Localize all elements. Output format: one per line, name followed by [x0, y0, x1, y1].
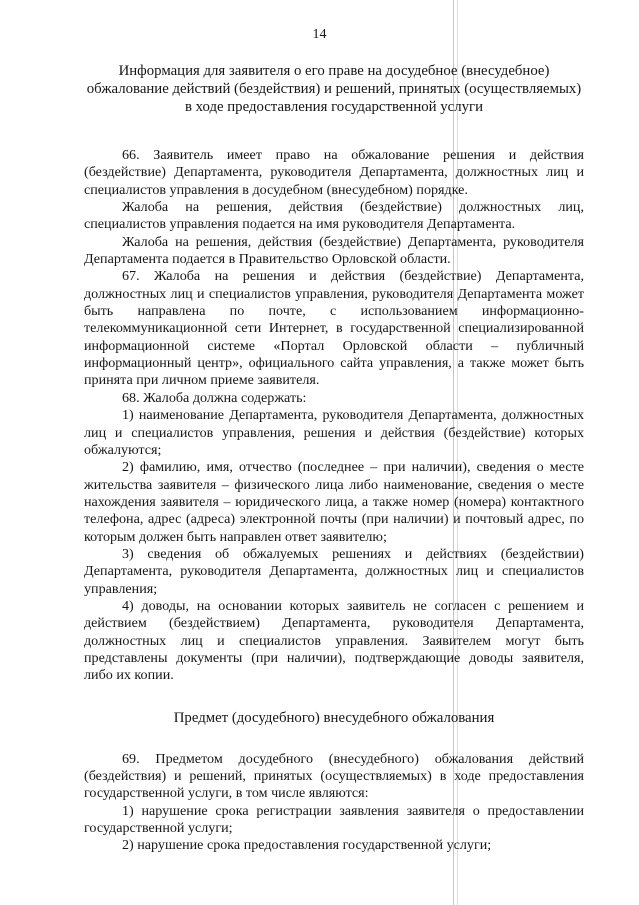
document-body: [84, 62, 584, 855]
paragraph-68: 68. Жалоба должна содержать:: [122, 389, 307, 406]
list-item-68-4: 4) доводы, на основании которых заявитель не согласен с решением и действием (бездействием) Департамента, руководителя Департамента, должностных лиц и специалистов управления. Заявителем могут быть представлены документы (при наличии), подтверждающие доводы заявителя, либо их копии.: [84, 597, 584, 684]
list-item-69-2: 2) нарушение срока предоставления государственной услуги;: [122, 837, 492, 854]
list-item-68-3: 3) сведения об обжалуемых решениях и действиях (бездействии) Департамента, руководителя Департамента, должностных лиц и специалистов управления;: [84, 545, 584, 597]
list-item-69-1: 1) нарушение срока регистрации заявления заявителя о предоставлении государственной услуги;: [84, 802, 584, 837]
page-number: 14: [312, 27, 327, 42]
document-title: Информация для заявителя о его праве на досудебное (внесудебное) обжалование действий (бездействия) и решений, принятых (осуществляемых) в ходе предоставления государственной услуги: [86, 63, 582, 115]
list-item-68-2: 2) фамилию, имя, отчество (последнее – при наличии), сведения о месте жительства заявителя – физического лица либо наименование, сведения о месте нахождения заявителя – юридического лица, а также номер (номера) контактного телефона, адрес (адреса) электронной почты (при наличии) и почтовый адрес, по которым должен быть направлен ответ заявителю;: [84, 459, 584, 545]
section-heading: Предмет (досудебного) внесудебного обжалования: [173, 709, 495, 726]
paragraph-66: 66. Заявитель имеет право на обжалование решения и действия (бездействие) Департамента, руководителя Департамента, должностных лиц и специалистов управления в досудебном (внесудебном) порядке.: [84, 147, 584, 198]
paragraph-complaint-officials: Жалоба на решения, действия (бездействие) должностных лиц, специалистов управления подается на имя руководителя Департамента.: [84, 199, 584, 233]
paragraph-69: 69. Предметом досудебного (внесудебного) обжалования действий (бездействия) и решений, принятых (осуществляемых) в ходе предоставления государственной услуги, в том числе являются:: [84, 750, 584, 802]
paragraph-complaint-department: Жалоба на решения, действия (бездействие) Департамента, руководителя Департамента подается в Правительство Орловской области.: [84, 233, 584, 268]
list-item-68-1: 1) наименование Департамента, руководителя Департамента, должностных лиц и специалистов управления, решения и действия (бездействие) которых обжалуются;: [84, 407, 584, 458]
paragraph-67: 67. Жалоба на решения и действия (бездействие) Департамента, должностных лиц и специалистов управления, руководителя Департамента может быть направлена по почте, с использованием информационно-телекоммуникационной сети Интернет, в государственной специализированной информационной системе «Портал Орловской области – публичный информационный центр», официального сайта управления, а также может быть принята при личном приеме заявителя.: [84, 268, 584, 389]
